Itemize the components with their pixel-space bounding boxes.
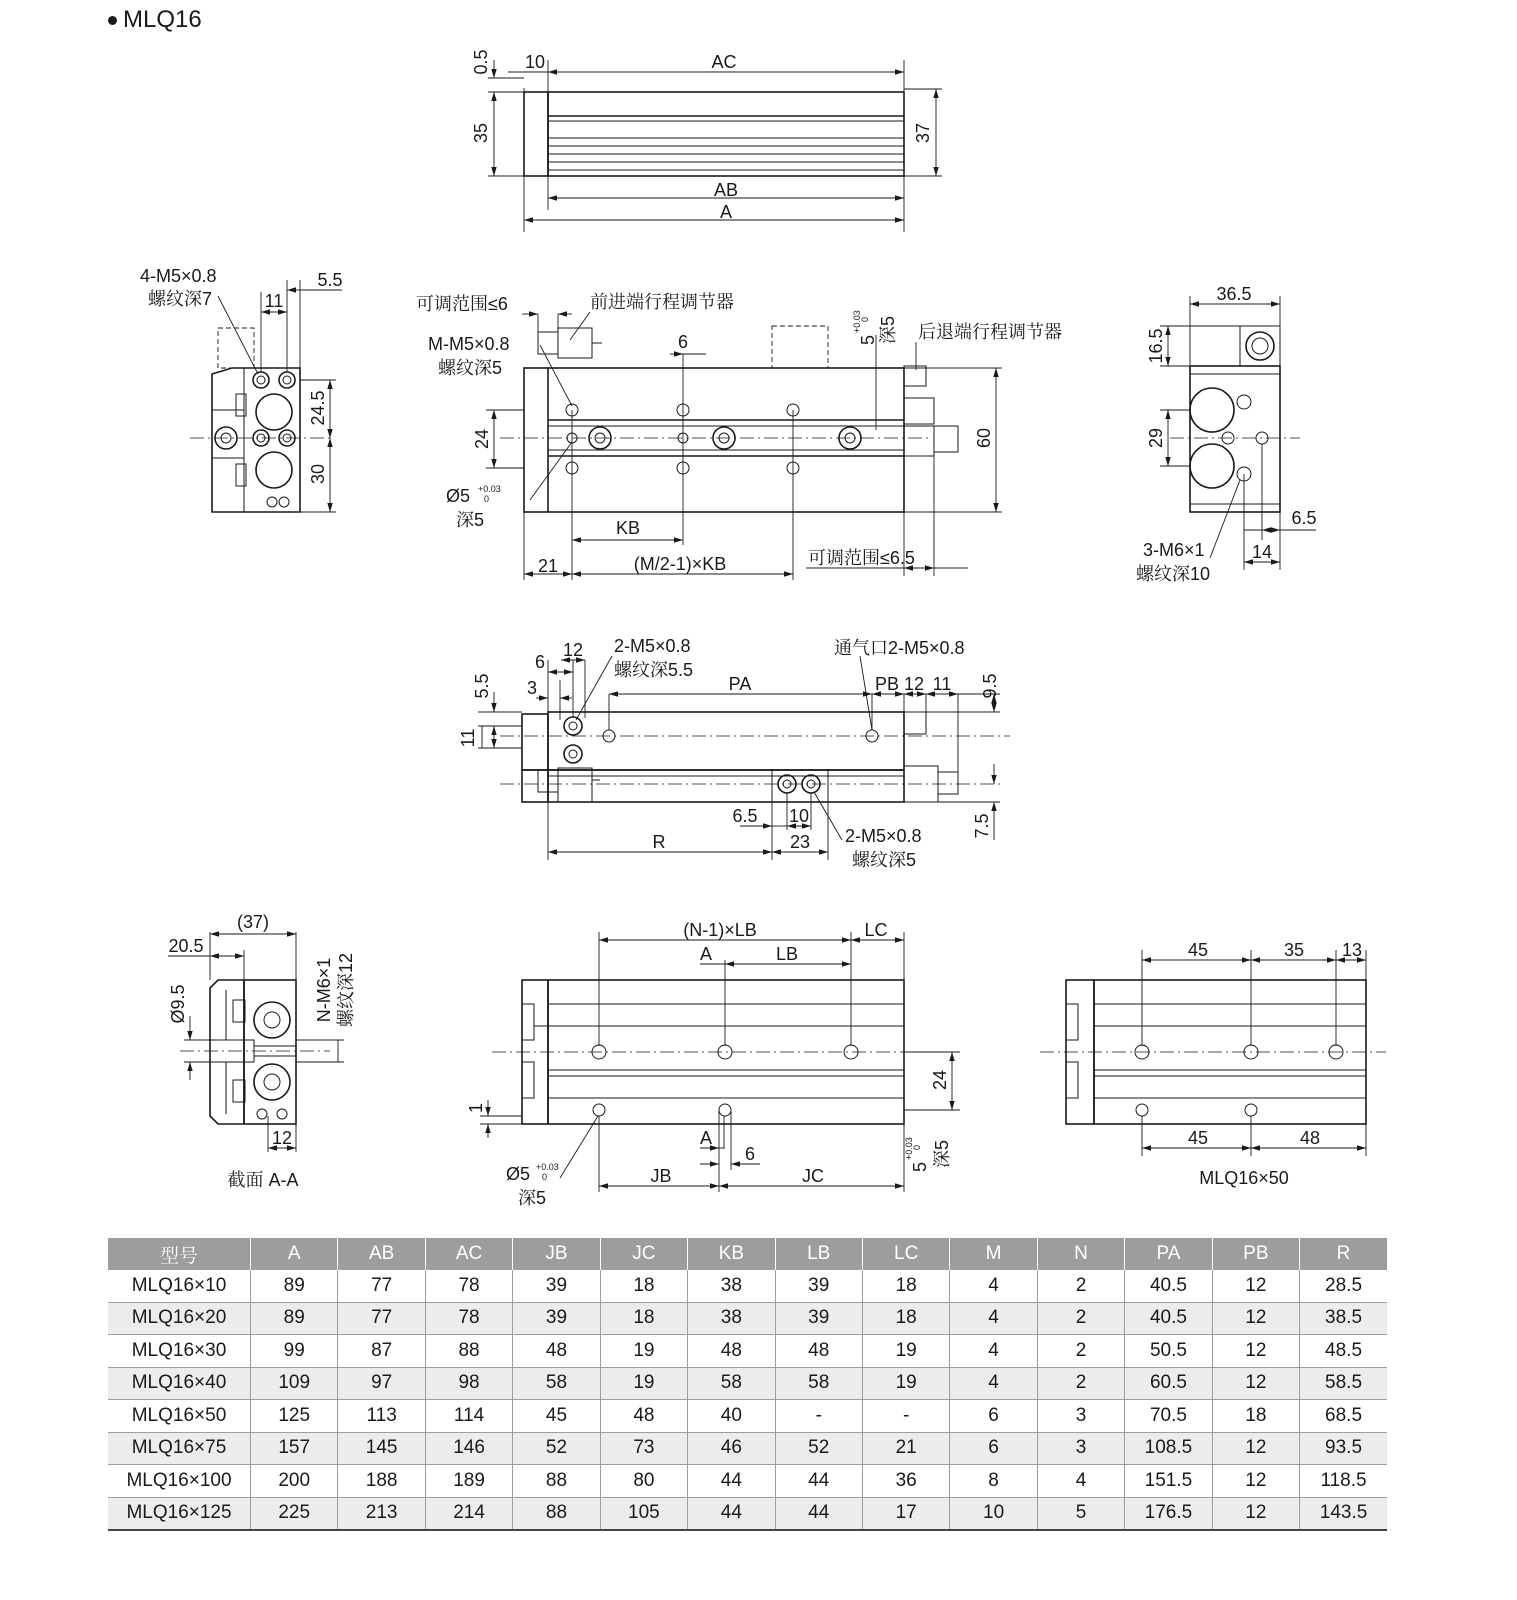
table-cell: 12 xyxy=(1212,1335,1299,1368)
table-cell: 21 xyxy=(862,1432,949,1465)
label-section-aa: 截面 A-A xyxy=(227,1170,299,1190)
table-cell: 4 xyxy=(950,1335,1037,1368)
dim-jc: JC xyxy=(802,1166,824,1186)
label-adjust-6-5: 可调范围≤6.5 xyxy=(808,548,915,568)
table-cell: 58 xyxy=(688,1367,775,1400)
dim-37-paren: (37) xyxy=(236,912,270,932)
label-thread-7: 螺纹深7 xyxy=(148,289,213,309)
table-cell: 19 xyxy=(600,1367,687,1400)
column-header: KB xyxy=(688,1238,775,1270)
label-deep-5-c: 深5 xyxy=(518,1188,547,1208)
table-cell: 143.5 xyxy=(1300,1497,1387,1530)
label-m-m5: M-M5×0.8 xyxy=(428,334,510,354)
table-body xyxy=(108,1270,1387,1530)
table-cell: 52 xyxy=(513,1432,600,1465)
dim-5-deep: 5 xyxy=(858,334,878,345)
table-cell: 39 xyxy=(775,1302,862,1335)
left-end-view xyxy=(140,266,343,512)
tol-lower-phi: 0 xyxy=(484,494,490,504)
table-row xyxy=(108,1367,1387,1400)
table-cell: 38.5 xyxy=(1300,1302,1387,1335)
table-cell: 78 xyxy=(425,1270,512,1302)
table-cell: 52 xyxy=(775,1432,862,1465)
right-end-view xyxy=(1136,284,1317,584)
table-cell: 88 xyxy=(513,1497,600,1530)
column-header: R xyxy=(1300,1238,1387,1270)
table-cell: 77 xyxy=(338,1270,425,1302)
label-deep-5-b: 深5 xyxy=(932,1139,952,1168)
tol-upper-phi-b: +0.03 xyxy=(536,1162,559,1172)
dim-jb: JB xyxy=(650,1166,672,1186)
label-phi5: Ø5 xyxy=(446,486,471,506)
top-view xyxy=(471,49,942,232)
table-cell: 44 xyxy=(688,1497,775,1530)
table-cell: 40 xyxy=(688,1400,775,1433)
table-cell: 151.5 xyxy=(1125,1465,1212,1498)
table-cell: 39 xyxy=(513,1270,600,1302)
dim-lc: LC xyxy=(864,920,888,940)
table-row xyxy=(108,1335,1387,1368)
label-forward-adjuster: 前进端行程调节器 xyxy=(590,292,734,312)
table-header-row xyxy=(108,1238,1387,1270)
dim-21: 21 xyxy=(537,556,559,576)
table-cell: 118.5 xyxy=(1300,1465,1387,1498)
dim-48: 48 xyxy=(1299,1128,1321,1148)
table-cell: 18 xyxy=(862,1270,949,1302)
label-deep-5-vert: 深5 xyxy=(878,315,898,344)
table-cell: 3 xyxy=(1037,1432,1124,1465)
dim-24-bottom: 24 xyxy=(930,1069,950,1091)
table-cell: 4 xyxy=(950,1270,1037,1302)
table-row xyxy=(108,1270,1387,1302)
dim-12-b: 12 xyxy=(903,674,925,694)
dim-6-front: 6 xyxy=(677,332,689,352)
table-cell: 88 xyxy=(425,1335,512,1368)
table-cell: 48 xyxy=(688,1335,775,1368)
table-cell: 68.5 xyxy=(1300,1400,1387,1433)
label-adjust-6: 可调范围≤6 xyxy=(416,294,508,314)
table-cell: MLQ16×50 xyxy=(108,1400,251,1433)
table-cell: 48 xyxy=(513,1335,600,1368)
model-title: MLQ16 xyxy=(123,6,202,33)
table-cell: - xyxy=(862,1400,949,1433)
table-cell: 88 xyxy=(513,1465,600,1498)
table-cell: 109 xyxy=(251,1367,338,1400)
front-view xyxy=(416,292,1062,580)
table-cell: 4 xyxy=(950,1367,1037,1400)
table-cell: 48.5 xyxy=(1300,1335,1387,1368)
table-cell: 4 xyxy=(950,1302,1037,1335)
dim-24-front: 24 xyxy=(472,428,492,450)
table-cell: 39 xyxy=(513,1302,600,1335)
dim-29: 29 xyxy=(1146,427,1166,449)
table-cell: 3 xyxy=(1037,1400,1124,1433)
table-cell: 93.5 xyxy=(1300,1432,1387,1465)
column-header: LB xyxy=(775,1238,862,1270)
table-cell: MLQ16×10 xyxy=(108,1270,251,1302)
table-cell: 12 xyxy=(1212,1465,1299,1498)
table-cell: 2 xyxy=(1037,1302,1124,1335)
table-cell: 89 xyxy=(251,1302,338,1335)
side-view xyxy=(458,636,1010,870)
table-cell: 12 xyxy=(1212,1302,1299,1335)
dim-r: R xyxy=(652,832,666,852)
column-header: AB xyxy=(338,1238,425,1270)
dim-n-lb: (N-1)×LB xyxy=(683,920,757,940)
table-cell: 145 xyxy=(338,1432,425,1465)
label-thread-5-5: 螺纹深5.5 xyxy=(614,660,694,680)
table-cell: 87 xyxy=(338,1335,425,1368)
dim-45-top: 45 xyxy=(1187,940,1209,960)
section-view xyxy=(168,912,356,1190)
dim-12-section: 12 xyxy=(271,1128,293,1148)
table-cell: 78 xyxy=(425,1302,512,1335)
table-cell: - xyxy=(775,1400,862,1433)
column-header: PA xyxy=(1125,1238,1212,1270)
table-cell: 200 xyxy=(251,1465,338,1498)
table-cell: 58.5 xyxy=(1300,1367,1387,1400)
dim-3: 3 xyxy=(526,678,538,698)
dim-ab: AB xyxy=(713,180,739,200)
table-cell: 60.5 xyxy=(1125,1367,1212,1400)
table-cell: MLQ16×20 xyxy=(108,1302,251,1335)
bottom-view xyxy=(466,920,960,1208)
label-thread-5: 螺纹深5 xyxy=(438,358,503,378)
mlq16x50-view xyxy=(1040,940,1386,1188)
label-3-m6: 3-M6×1 xyxy=(1143,540,1205,560)
table-cell: 189 xyxy=(425,1465,512,1498)
table-cell: 39 xyxy=(775,1270,862,1302)
label-n-m6: N-M6×1 xyxy=(314,957,334,1023)
table-cell: 80 xyxy=(600,1465,687,1498)
table-cell: 8 xyxy=(950,1465,1037,1498)
table-cell: 146 xyxy=(425,1432,512,1465)
dim-5-5: 5.5 xyxy=(317,270,343,290)
dim-23: 23 xyxy=(789,832,811,852)
spec-table xyxy=(108,1238,1387,1531)
table-cell: MLQ16×100 xyxy=(108,1465,251,1498)
dim-kb: KB xyxy=(615,518,641,538)
dim-a: A xyxy=(719,202,733,222)
dim-11: 11 xyxy=(264,291,284,311)
table-cell: 157 xyxy=(251,1432,338,1465)
label-phi9-5: Ø9.5 xyxy=(168,984,188,1024)
table-cell: 18 xyxy=(600,1270,687,1302)
table-cell: 188 xyxy=(338,1465,425,1498)
tol-upper: +0.03 xyxy=(852,310,862,333)
label-model-50: MLQ16×50 xyxy=(1199,1168,1289,1188)
table-cell: 2 xyxy=(1037,1270,1124,1302)
dim-1: 1 xyxy=(466,1102,486,1114)
table-cell: 98 xyxy=(425,1367,512,1400)
table-cell: 73 xyxy=(600,1432,687,1465)
dim-14: 14 xyxy=(1251,542,1273,562)
table-cell: 18 xyxy=(862,1302,949,1335)
table-cell: 18 xyxy=(1212,1400,1299,1433)
table-row xyxy=(108,1432,1387,1465)
column-header: AC xyxy=(425,1238,512,1270)
dim-5-bottom: 5 xyxy=(910,1161,930,1172)
table-cell: 113 xyxy=(338,1400,425,1433)
table-cell: 6 xyxy=(950,1432,1037,1465)
label-deep-5: 深5 xyxy=(456,510,485,530)
dim-ac: AC xyxy=(711,52,737,72)
dim-11-vert: 11 xyxy=(458,728,478,748)
dim-35: 35 xyxy=(471,122,491,144)
dim-6-side: 6 xyxy=(534,652,546,672)
dim-6-5-side: 6.5 xyxy=(732,806,758,826)
table-cell: 99 xyxy=(251,1335,338,1368)
table-row xyxy=(108,1302,1387,1335)
column-header: N xyxy=(1037,1238,1124,1270)
table-cell: 44 xyxy=(688,1465,775,1498)
tol-lower-phi-b: 0 xyxy=(542,1172,548,1182)
column-header: JB xyxy=(513,1238,600,1270)
tol-lower: 0 xyxy=(860,316,870,322)
table-cell: 45 xyxy=(513,1400,600,1433)
table-row xyxy=(108,1465,1387,1498)
dim-11-side: 11 xyxy=(932,674,952,694)
table-cell: 108.5 xyxy=(1125,1432,1212,1465)
table-cell: 48 xyxy=(775,1335,862,1368)
label-2-m5-a: 2-M5×0.8 xyxy=(614,636,691,656)
table-cell: 46 xyxy=(688,1432,775,1465)
dim-6-bottom: 6 xyxy=(744,1144,756,1164)
table-cell: 28.5 xyxy=(1300,1270,1387,1302)
dim-36-5: 36.5 xyxy=(1216,284,1252,304)
table-cell: 44 xyxy=(775,1497,862,1530)
dim-pb: PB xyxy=(874,674,900,694)
column-header: JC xyxy=(600,1238,687,1270)
table-cell: 77 xyxy=(338,1302,425,1335)
table-cell: 2 xyxy=(1037,1367,1124,1400)
dim-13: 13 xyxy=(1341,940,1363,960)
tol-upper-phi: +0.03 xyxy=(478,484,501,494)
dim-16-5: 16.5 xyxy=(1146,328,1166,364)
label-thread-12: 螺纹深12 xyxy=(336,952,356,1028)
table-cell: 48 xyxy=(600,1400,687,1433)
dim-35-top: 35 xyxy=(1283,940,1305,960)
table-cell: 58 xyxy=(513,1367,600,1400)
table-cell: 114 xyxy=(425,1400,512,1433)
table-cell: 125 xyxy=(251,1400,338,1433)
dim-5-5-side: 5.5 xyxy=(472,673,492,699)
dim-45-bottom: 45 xyxy=(1187,1128,1209,1148)
table-cell: 38 xyxy=(688,1302,775,1335)
dim-10-side: 10 xyxy=(788,806,810,826)
table-cell: MLQ16×40 xyxy=(108,1367,251,1400)
table-cell: 70.5 xyxy=(1125,1400,1212,1433)
table-cell: 19 xyxy=(600,1335,687,1368)
table-row xyxy=(108,1497,1387,1530)
dim-9-5: 9.5 xyxy=(980,673,1000,699)
table-cell: 89 xyxy=(251,1270,338,1302)
table-cell: 105 xyxy=(600,1497,687,1530)
dim-6-5: 6.5 xyxy=(1291,508,1317,528)
table-cell: 19 xyxy=(862,1367,949,1400)
column-header: LC xyxy=(862,1238,949,1270)
label-port: 通气口2-M5×0.8 xyxy=(834,638,965,658)
table-cell: MLQ16×75 xyxy=(108,1432,251,1465)
table-cell: 4 xyxy=(1037,1465,1124,1498)
tol-lower-b: 0 xyxy=(912,1144,922,1150)
table-cell: MLQ16×30 xyxy=(108,1335,251,1368)
table-cell: 213 xyxy=(338,1497,425,1530)
dim-20-5: 20.5 xyxy=(168,936,204,956)
end-plate xyxy=(524,92,548,176)
table-cell: 10 xyxy=(950,1497,1037,1530)
table-cell: 5 xyxy=(1037,1497,1124,1530)
table-cell: 97 xyxy=(338,1367,425,1400)
table-cell: 6 xyxy=(950,1400,1037,1433)
dim-12-side: 12 xyxy=(562,640,584,660)
table-cell: 40.5 xyxy=(1125,1302,1212,1335)
table-cell: 12 xyxy=(1212,1367,1299,1400)
dim-10: 10 xyxy=(524,52,546,72)
label-thread-10: 螺纹深10 xyxy=(1136,564,1211,584)
body-outline xyxy=(548,92,904,176)
table-cell: 19 xyxy=(862,1335,949,1368)
table-cell: 214 xyxy=(425,1497,512,1530)
dim-m2-kb: (M/2-1)×KB xyxy=(633,554,727,574)
label-4-m5: 4-M5×0.8 xyxy=(140,266,217,286)
label-thread-5-b: 螺纹深5 xyxy=(852,850,917,870)
dim-pa: PA xyxy=(728,674,752,694)
table-cell: 36 xyxy=(862,1465,949,1498)
dim-lb: LB xyxy=(775,944,799,964)
dim-a-top: A xyxy=(699,944,713,964)
table-cell: 12 xyxy=(1212,1497,1299,1530)
dim-0-5: 0.5 xyxy=(471,49,491,75)
dim-24-5: 24.5 xyxy=(308,390,328,426)
table-cell: 40.5 xyxy=(1125,1270,1212,1302)
table-cell: 12 xyxy=(1212,1270,1299,1302)
column-header: PB xyxy=(1212,1238,1299,1270)
table-cell: 50.5 xyxy=(1125,1335,1212,1368)
label-reverse-adjuster: 后退端行程调节器 xyxy=(918,322,1062,342)
table-cell: 58 xyxy=(775,1367,862,1400)
dim-7-5: 7.5 xyxy=(972,813,992,839)
table-cell: 2 xyxy=(1037,1335,1124,1368)
table-cell: 17 xyxy=(862,1497,949,1530)
label-2-m5-b: 2-M5×0.8 xyxy=(845,826,922,846)
dim-30: 30 xyxy=(308,463,328,485)
table-cell: 18 xyxy=(600,1302,687,1335)
dim-60: 60 xyxy=(974,427,994,449)
column-header: 型号 xyxy=(108,1238,251,1270)
table-cell: 176.5 xyxy=(1125,1497,1212,1530)
dim-a-bottom: A xyxy=(699,1128,713,1148)
column-header: M xyxy=(950,1238,1037,1270)
table-cell: 44 xyxy=(775,1465,862,1498)
column-header: A xyxy=(251,1238,338,1270)
table-cell: 38 xyxy=(688,1270,775,1302)
table-cell: 225 xyxy=(251,1497,338,1530)
table-cell: MLQ16×125 xyxy=(108,1497,251,1530)
table-cell: 12 xyxy=(1212,1432,1299,1465)
table-row xyxy=(108,1400,1387,1433)
tol-upper-b: +0.03 xyxy=(904,1137,914,1160)
label-phi5-b: Ø5 xyxy=(506,1164,531,1184)
dim-37: 37 xyxy=(913,122,933,144)
